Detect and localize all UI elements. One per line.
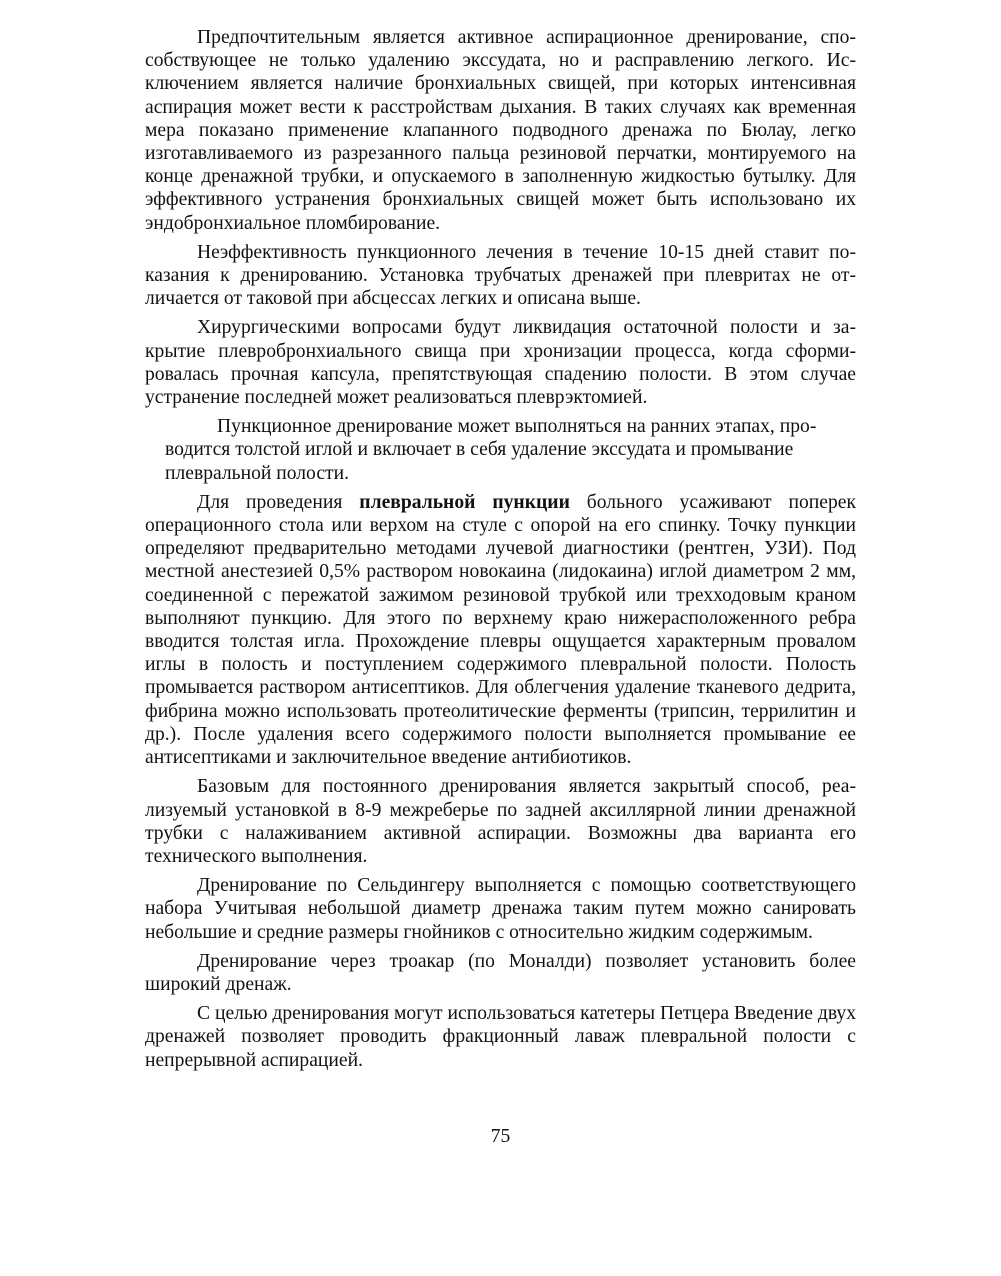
paragraph-active-drainage: Предпочтительным является активное аспирационное дренирование, способствующее не только удалению экссудата, но и расправлению легкого. Исключением является наличие бронхиальных свищей, при которых интенсивная аспирация может вести к расстройствам дыхания. В таких случаях как временная мера показано применение клапанного подводного дренажа по Бюлау, легко изготавливаемого из разрезанного пальца резиновой перчатки, монтируемого на конце дренажной трубки, и опускаемого в заполненную жидкостью бутылку. Для эффективного устранения бронхиальных свищей может быть использовано их эндобронхиальное пломбирование. <box>145 27 856 234</box>
paragraph-surgical-questions: Хирургическими вопросами будут ликвидация остаточной полости и закрытие плевробронхиального свища при хронизации процесса, когда сформировалась прочная капсула, препятствующая спадению полости. В этом случае устранение последней может реализоваться плеврэктомией. <box>145 317 856 409</box>
pleural-puncture-term: плевральной пункции <box>359 491 570 513</box>
paragraph-puncture-ineffectiveness: Неэффективность пункционного лечения в течение 10-15 дней ставит показания к дренированию. Установка трубчатых дренажей при плевритах не отличается от таковой при абсцессах легких и описана выше. <box>145 241 856 310</box>
paragraph-seldinger-drainage: Дренирование по Сельдингеру выполняется с помощью соответствующего набора Учитывая небольшой диаметр дренажа таким путем можно санировать небольшие и средние размеры гнойников с относительно жидким содержимым. <box>145 875 856 943</box>
paragraph-puncture-drainage: Пункционное дренирование может выполняться на ранних этапах, проводится толстой иглой и включает в себя удаление экссудата и промывание плевральной полости. <box>165 416 817 484</box>
page-number: 75 <box>490 1126 511 1147</box>
paragraph-closed-drainage: Базовым для постоянного дренирования является закрытый способ, реализуемый установкой в 8-9 межреберье по задней аксиллярной линии дренажной трубки с налаживанием активной аспирации. Возможны два варианта его технического выполнения. <box>145 776 856 867</box>
puncture-lead-text: Для проведения <box>197 491 360 513</box>
paragraph-trocar-drainage: Дренирование через троакар (по Моналди) позволяет установить более широкий дренаж. <box>145 950 856 995</box>
paragraph-petzer-catheters: С целью дренирования могут использоваться катетеры Петцера Введение двух дренажей позволяет проводить фракционный лаваж плевральной полости с непрерывной аспирацией. <box>145 1003 856 1071</box>
puncture-rest-text: больного усаживают поперек операционного стола или верхом на стуле с опорой на его спинку. Точку пункции определяют предварительно методами лучевой диагностики (рентген, УЗИ). Под местной анестезией 0,5% раствором новокаина (лидокаина) иглой диаметром 2 мм, соединенной с пережатой зажимом резиновой трубкой или трехходовым краном выполняют пункцию. Для этого по верхнему краю нижерасположенного ребра вводится толстая игла. Прохождение плевры ощущается характерным провалом иглы в полость и поступлением содержимого плевральной полости. Полость промывается раствором антисептиков. Для облегчения удаление тканевого дедрита, фибрина можно использовать протеолитические ферменты (трипсин, террилитин и др.). После удаления всего содержимого полости выполняется промывание ее антисептиками и заключительное введение антибиотиков. <box>145 491 856 769</box>
paragraph-pleural-puncture <box>145 491 856 769</box>
